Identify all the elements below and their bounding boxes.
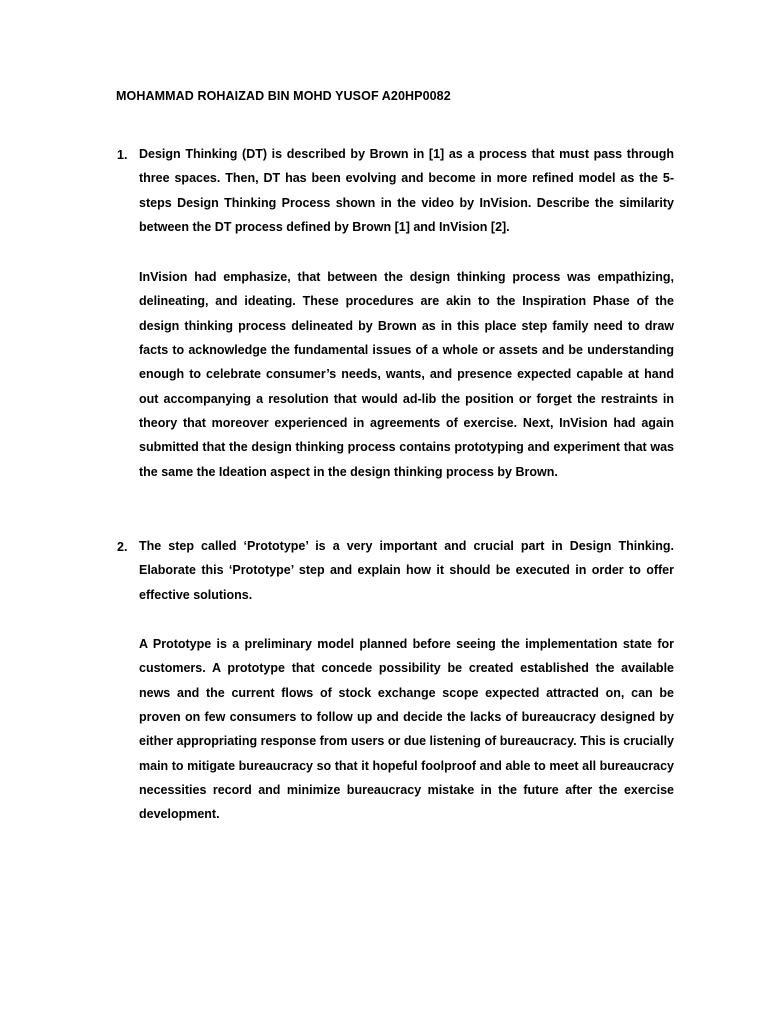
question-1-number: 1. [117, 148, 128, 162]
question-1-text: Design Thinking (DT) is described by Brown in [1] as a process that must pass through three spaces. Then, DT has been evolving and become in more refined model as the 5-steps Design Thinking Process shown in the video by InVision. Describe the similarity between the DT process defined by Brown [1] and InVision [2]. [139, 147, 674, 235]
question-2-text: The step called ‘Prototype’ is a very important and crucial part in Design Thinking. Elaborate this ‘Prototype’ step and explain how it should be executed in order to offer effective solutions. [139, 539, 674, 602]
question-2-number: 2. [117, 540, 128, 554]
answer-2-text: A Prototype is a preliminary model planned before seeing the implementation state for customers. A prototype that concede possibility be created established the available news and the current flows of stock exchange scope expected attracted on, can be proven on few consumers to follow up and decide the lacks of bureaucracy designed by either appropriating response from users or due listening of bureaucracy. This is crucially main to mitigate bureaucracy so that it hopeful foolproof and able to meet all bureaucracy necessities record and minimize bureaucracy mistake in the future after the exercise development. [139, 637, 674, 822]
author-heading: MOHAMMAD ROHAIZAD BIN MOHD YUSOF A20HP0082 [116, 89, 451, 103]
answer-1-text: InVision had emphasize, that between the design thinking process was empathizing, delineating, and ideating. These procedures are akin to the Inspiration Phase of the design thinking process delineated by Brown as in this place step family need to draw facts to acknowledge the fundamental issues of a whole or assets and be understanding enough to celebrate consumer’s needs, wants, and presence expected capable at hand out accompanying a resolution that would ad-lib the position or forget the restraints in theory that moreover experienced in agreements of exercise. Next, InVision had again submitted that the design thinking process contains prototyping and experiment that was the same the Ideation aspect in the design thinking process by Brown. [139, 270, 674, 479]
